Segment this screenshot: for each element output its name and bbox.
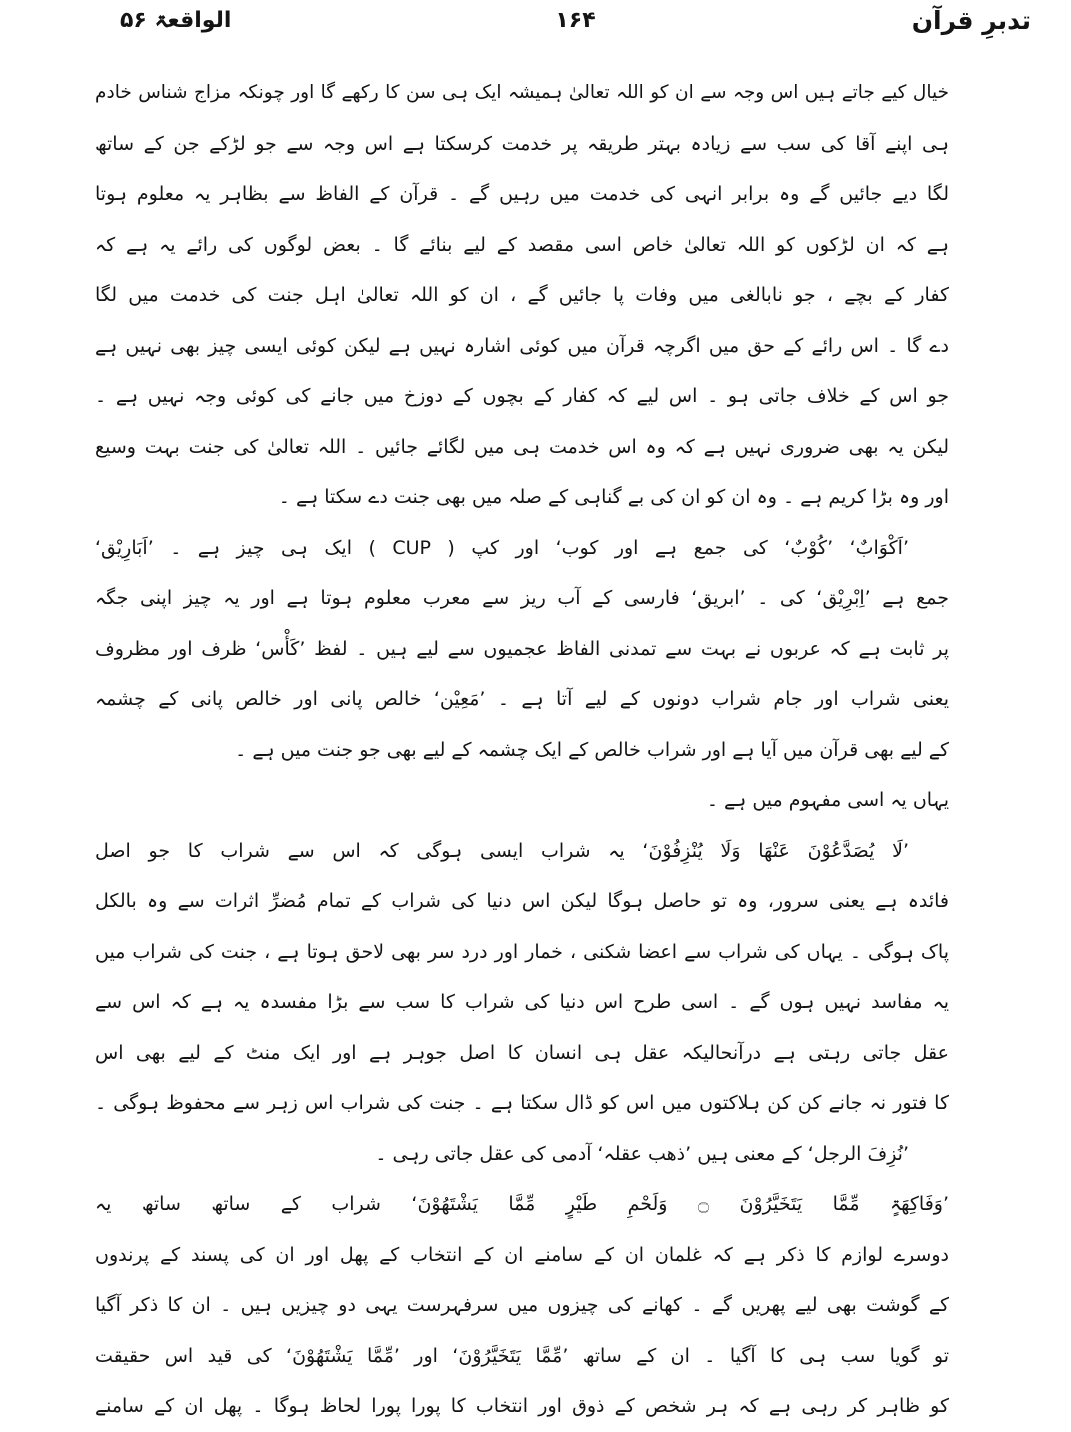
text-line: فائدہ ہے یعنی سرور، وہ تو حاصل ہوگا لیکن اس دنیا کی شراب کے تمام مُضرِّ اثرات سے وہ بالکل	[95, 890, 949, 912]
page-number: ۱۶۴	[555, 8, 596, 33]
text-line: تو گویا سب ہی کا آگیا ۔ ان کے ساتھ ’مِّمَّا یَتَخَیَّرُوْنَ‘ اور ’مِّمَّا یَشْتَھُوْنَ‘ کی قید اس حقیقت	[95, 1344, 949, 1367]
text-line: ہی اپنے آقا کی سب سے زیادہ بہتر طریقہ پر خدمت کرسکتا ہے اس وجہ سے جو لڑکے جن کے ساتھ	[95, 132, 949, 155]
text-line: ہے کہ ان لڑکوں کو اللہ تعالیٰ خاص اسی مقصد کے لیے بنائے گا ۔ بعض لوگوں کی رائے یہ ہے کہ	[95, 233, 949, 256]
text-line: کو ظاہر کر رہی ہے کہ ہر شخص کے ذوق اور انتخاب کا پورا پورا لحاظ ہوگا ۔ پھل ان کے سامنے	[95, 1395, 949, 1417]
text-line: پاک ہوگی ۔ یہاں کی شراب سے اعضا شکنی ، خمار اور درد سر بھی لاحق ہوتا ہے ، جنت کی شراب میں	[95, 940, 949, 963]
text-line: جمع ہے ’اِبْرِیْق‘ کی ۔ ’ابریق‘ فارسی کے آب ریز سے معرب معلوم ہوتا ہے اور یہ چیز اپنی جگہ	[95, 587, 949, 609]
text-line: یہ مفاسد نہیں ہوں گے ۔ اسی طرح اس دنیا کی شراب کا سب سے بڑا مفسدہ یہ ہے کہ اس سے	[95, 991, 949, 1013]
text-line: لیکن یہ بھی ضروری نہیں ہے کہ وہ اس خدمت ہی میں لگائے جائیں ۔ اللہ تعالیٰ کی جنت بہت وسیع	[95, 435, 949, 458]
book-title: تدبرِ قرآن	[911, 6, 1031, 35]
text-line: دوسرے لوازم کا ذکر ہے کہ غلمان ان کے سامنے ان کے انتخاب کے پھل اور ان کی پسند کے پرندوں	[95, 1243, 949, 1266]
text-line: یعنی شراب اور جام شراب دونوں کے لیے آتا ہے ۔ ’مَعِیْن‘ خالص پانی اور خالص پانی کے چشمہ	[95, 688, 949, 710]
text-line: عقل جاتی رہتی ہے درآنحالیکہ عقل ہی انسان کا اصل جوہر ہے اور ایک منٹ کے لیے بھی اس	[95, 1041, 949, 1064]
body-text	[95, 68, 949, 1432]
page-header	[120, 6, 1031, 46]
text-line: ’وَفَاکِھَۃٍ مِّمَّا یَتَخَیَّرُوْنَ ۝ وَلَحْمِ طَیْرٍ مِّمَّا یَشْتَھُوْنَ‘ شراب کے ساتھ ساتھ یہ	[95, 1193, 949, 1215]
text-line: کا فتور نہ جانے کن کن ہلاکتوں میں اس کو ڈال سکتا ہے ۔ جنت کی شراب اس زہر سے محفوظ ہوگی ۔	[95, 1092, 949, 1114]
text-line: کفار کے بچے ، جو نابالغی میں وفات پا جائیں گے ، ان کو اللہ تعالیٰ اہل جنت کی خدمت میں لگا	[95, 284, 949, 306]
text-line: اور وہ بڑا کریم ہے ۔ وہ ان کو ان کی بے گناہی کے صلہ میں بھی جنت دے سکتا ہے ۔	[278, 486, 949, 508]
text-line: ’لَا یُصَدَّعُوْنَ عَنْھَا وَلَا یُنْزِفُوْنَ‘ یہ شراب ایسی ہوگی کہ اس سے شراب کا جو اصل	[95, 839, 909, 862]
text-line: خیال کیے جاتے ہیں اس وجہ سے ان کو اللہ تعالیٰ ہمیشہ ایک ہی سن کا رکھے گا اور چونکہ مزاج شناس خادم	[95, 82, 949, 103]
text-line: ’نُزِفَ الرجل‘ کے معنی ہیں ’ذھب عقلہ‘ آدمی کی عقل جاتی رہی ۔	[375, 1142, 909, 1165]
text-line: پر ثابت ہے کہ عربوں نے بہت سے تمدنی الفاظ عجمیوں سے لیے ہیں ۔ لفظ ’کَأْس‘ ظرف اور مظروف	[95, 637, 949, 660]
text-line: کے لیے بھی قرآن میں آیا ہے اور شراب خالص کے ایک چشمہ کے لیے بھی جو جنت میں ہے ۔	[235, 738, 949, 761]
text-line: لگا دیے جائیں گے وہ برابر انہی کی خدمت میں رہیں گے ۔ قرآن کے الفاظ سے بظاہر یہ معلوم ہوتا	[95, 183, 949, 205]
text-line: یہاں یہ اسی مفہوم میں ہے ۔	[706, 789, 949, 811]
text-line: جو اس کے خلاف جاتی ہو ۔ اس لیے کہ کفار کے بچوں کے دوزخ میں جانے کی کوئی وجہ نہیں ہے ۔	[95, 385, 949, 407]
text-line: دے گا ۔ اس رائے کے حق میں اگرچہ قرآن میں کوئی اشارہ نہیں ہے لیکن کوئی ایسی چیز بھی نہیں ہے	[95, 334, 949, 357]
text-line: کے گوشت بھی لیے پھریں گے ۔ کھانے کی چیزوں میں سرفہرست یہی دو چیزیں ہیں ۔ ان کا ذکر آگیا	[95, 1294, 949, 1316]
surah-name: الواقعۃ ۵۶	[120, 8, 232, 33]
text-line: ’اَکْوَابٌ‘ ’کُوْبٌ‘ کی جمع ہے اور کوب‘ اور کپ ( CUP ) ایک ہی چیز ہے ۔ ’اَبَارِیْق‘	[95, 536, 909, 559]
